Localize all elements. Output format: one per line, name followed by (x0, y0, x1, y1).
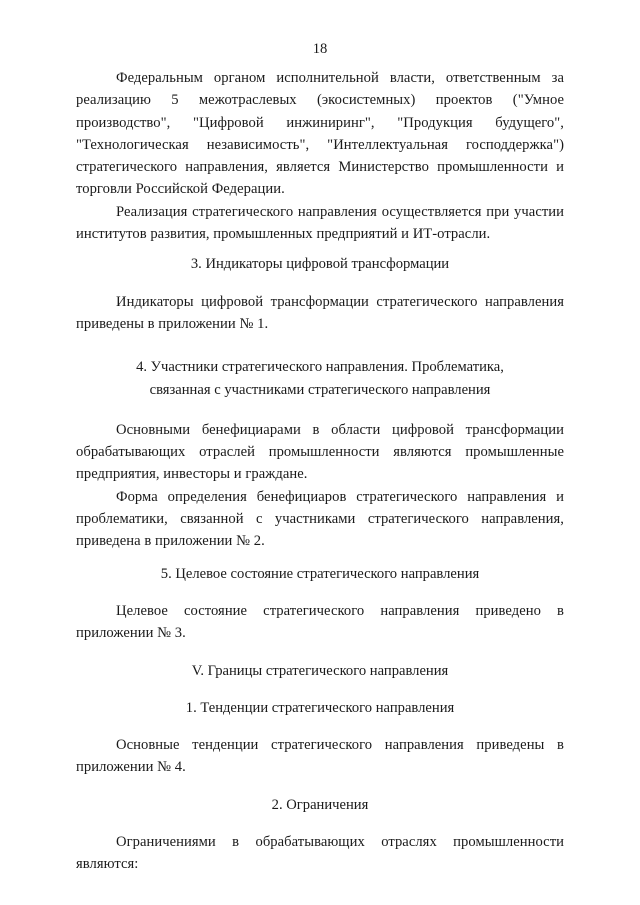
document-body (76, 67, 564, 876)
heading-line: 2. Ограничения (271, 796, 369, 813)
heading-line: 1. Тенденции стратегического направления (185, 699, 455, 716)
page-number: 18 (312, 41, 328, 57)
heading-line: связанная с участниками стратегического направления (149, 381, 491, 398)
paragraph-limitations: Ограничениями в обрабатывающих отраслях промышленности являются: (76, 834, 564, 873)
paragraph-indicators: Индикаторы цифровой трансформации стратегического направления приведены в приложении № 1. (76, 293, 564, 332)
heading-line: 3. Индикаторы цифровой трансформации (190, 256, 450, 273)
heading-target-state (76, 563, 564, 585)
heading-limitations (76, 794, 564, 816)
heading-line: V. Границы стратегического направления (191, 662, 449, 679)
heading-trends (76, 697, 564, 719)
heading-line: 5. Целевое состояние стратегического направления (160, 565, 480, 582)
paragraph-target-state: Целевое состояние стратегического направления приведено в приложении № 3. (76, 602, 564, 642)
heading-indicators (76, 253, 564, 275)
paragraph-beneficiaries-form: Форма определения бенефициаров стратегического направления и проблематики, связанной с участниками стратегического направления, приведена в приложении № 2. (76, 488, 564, 550)
paragraph-trends: Основные тенденции стратегического направления приведены в приложении № 4. (76, 737, 564, 776)
paragraph-responsible-authority: Федеральным органом исполнительной власти, ответственным за реализацию 5 межотраслевых (экосистемных) проектов ("Умное производство", "Цифровой инжиниринг", "Продукция будущего", "Технологическая независимость", "Интеллектуальная господдержка") стратегического направления, является Министерство промышленности и торговли Российской Федерации. (76, 70, 564, 198)
heading-line: 4. Участники стратегического направления. Проблематика, (136, 359, 504, 376)
paragraph-beneficiaries: Основными бенефициарами в области цифровой трансформации обрабатывающих отраслей промышленности являются промышленные предприятия, инвесторы и граждане. (76, 421, 564, 483)
heading-participants (76, 356, 564, 401)
paragraph-implementation: Реализация стратегического направления осуществляется при участии институтов развития, промышленных предприятий и ИТ-отрасли. (76, 203, 564, 243)
heading-section-v-boundaries (76, 660, 564, 682)
